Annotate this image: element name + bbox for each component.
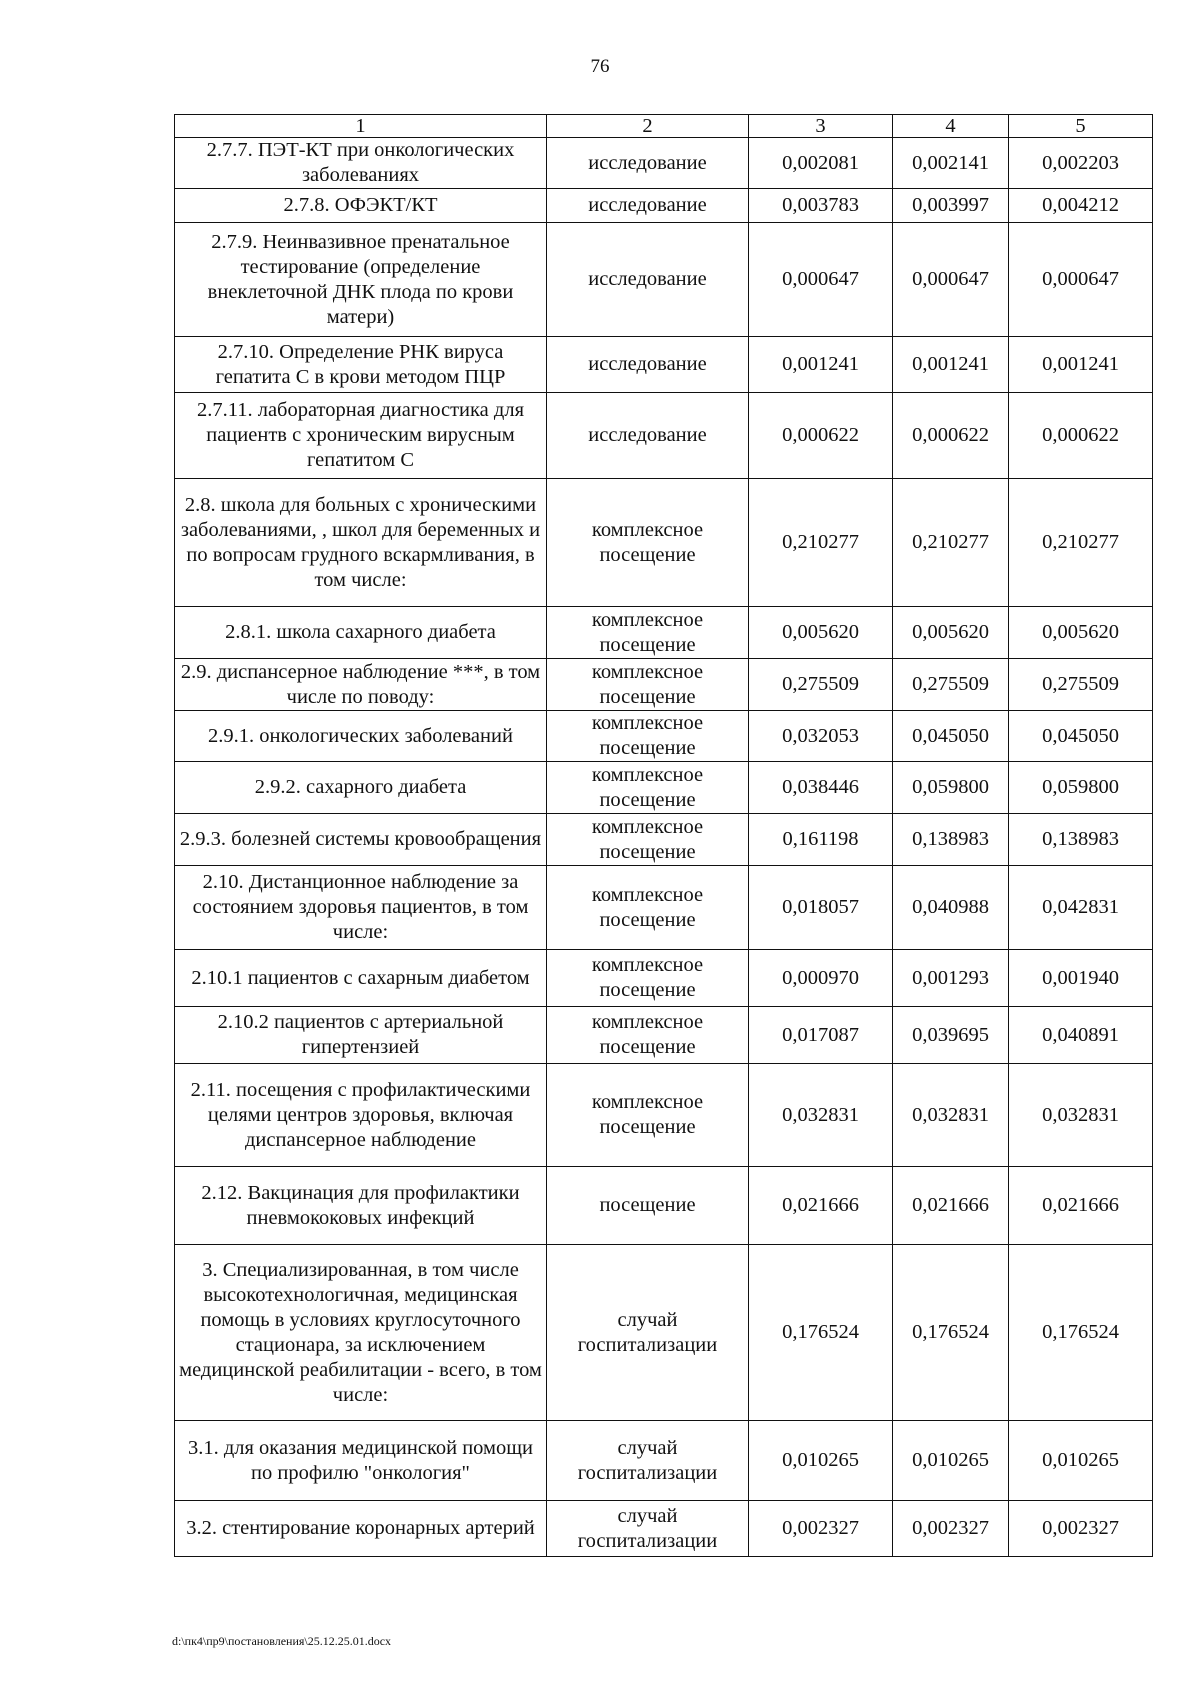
value-cell-col5: 0,021666: [1009, 1167, 1153, 1245]
table-row: [175, 1167, 1153, 1245]
column-header: 3: [749, 115, 893, 138]
value-cell-col5: 0,010265: [1009, 1421, 1153, 1501]
row-name-cell: 2.9.3. болезней системы кровообращения: [175, 814, 547, 866]
row-name-cell: 3.1. для оказания медицинской помощи по профилю "онкология": [175, 1421, 547, 1501]
unit-cell: комплексное посещение: [547, 659, 749, 711]
unit-cell: посещение: [547, 1167, 749, 1245]
table-row: [175, 814, 1153, 866]
table-row: [175, 607, 1153, 659]
value-cell-col3: 0,021666: [749, 1167, 893, 1245]
unit-cell: комплексное посещение: [547, 950, 749, 1007]
row-name-cell: 2.9.2. сахарного диабета: [175, 762, 547, 814]
value-cell-col5: 0,210277: [1009, 479, 1153, 607]
value-cell-col3: 0,017087: [749, 1007, 893, 1064]
table-row: [175, 1007, 1153, 1064]
value-cell-col3: 0,038446: [749, 762, 893, 814]
unit-cell: комплексное посещение: [547, 1064, 749, 1167]
row-name-cell: 2.11. посещения с профилактическими целями центров здоровья, включая диспансерное наблюдение: [175, 1064, 547, 1167]
value-cell-col5: 0,032831: [1009, 1064, 1153, 1167]
value-cell-col5: 0,001241: [1009, 337, 1153, 393]
row-name-cell: 2.8. школа для больных с хроническими заболеваниями, , школ для беременных и по вопросам грудного вскармливания, в том числе:: [175, 479, 547, 607]
value-cell-col5: 0,000622: [1009, 393, 1153, 479]
data-table: [174, 114, 1153, 1557]
table-row: [175, 479, 1153, 607]
unit-cell: комплексное посещение: [547, 711, 749, 762]
value-cell-col4: 0,176524: [893, 1245, 1009, 1421]
value-cell-col3: 0,005620: [749, 607, 893, 659]
value-cell-col4: 0,001241: [893, 337, 1009, 393]
unit-cell: исследование: [547, 138, 749, 189]
value-cell-col4: 0,021666: [893, 1167, 1009, 1245]
row-name-cell: 2.7.7. ПЭТ-КТ при онкологических заболеваниях: [175, 138, 547, 189]
table-row: [175, 659, 1153, 711]
value-cell-col4: 0,210277: [893, 479, 1009, 607]
table-row: [175, 393, 1153, 479]
value-cell-col4: 0,045050: [893, 711, 1009, 762]
value-cell-col3: 0,002327: [749, 1501, 893, 1557]
unit-cell: случай госпитализации: [547, 1245, 749, 1421]
unit-cell: исследование: [547, 393, 749, 479]
value-cell-col3: 0,018057: [749, 866, 893, 950]
value-cell-col4: 0,000622: [893, 393, 1009, 479]
value-cell-col4: 0,039695: [893, 1007, 1009, 1064]
value-cell-col3: 0,000622: [749, 393, 893, 479]
row-name-cell: 3. Специализированная, в том числе высокотехнологичная, медицинская помощь в условиях круглосуточного стационара, за исключением медицинской реабилитации - всего, в том числе:: [175, 1245, 547, 1421]
table-row: [175, 1501, 1153, 1557]
row-name-cell: 2.7.8. ОФЭКТ/КТ: [175, 189, 547, 223]
unit-cell: комплексное посещение: [547, 607, 749, 659]
table-row: [175, 866, 1153, 950]
table-row: [175, 950, 1153, 1007]
table-row: [175, 1245, 1153, 1421]
table-row: [175, 337, 1153, 393]
table-row: [175, 189, 1153, 223]
unit-cell: исследование: [547, 337, 749, 393]
value-cell-col4: 0,001293: [893, 950, 1009, 1007]
value-cell-col5: 0,138983: [1009, 814, 1153, 866]
table-header-row: [175, 115, 1153, 138]
table-row: [175, 762, 1153, 814]
table-row: [175, 223, 1153, 337]
unit-cell: исследование: [547, 223, 749, 337]
row-name-cell: 2.8.1. школа сахарного диабета: [175, 607, 547, 659]
unit-cell: исследование: [547, 189, 749, 223]
row-name-cell: 2.7.9. Неинвазивное пренатальное тестирование (определение внеклеточной ДНК плода по крови матери): [175, 223, 547, 337]
table-row: [175, 1421, 1153, 1501]
value-cell-col3: 0,032053: [749, 711, 893, 762]
value-cell-col3: 0,010265: [749, 1421, 893, 1501]
value-cell-col5: 0,040891: [1009, 1007, 1153, 1064]
value-cell-col4: 0,002327: [893, 1501, 1009, 1557]
unit-cell: комплексное посещение: [547, 479, 749, 607]
value-cell-col4: 0,275509: [893, 659, 1009, 711]
unit-cell: комплексное посещение: [547, 1007, 749, 1064]
column-header: 1: [175, 115, 547, 138]
table-row: [175, 1064, 1153, 1167]
row-name-cell: 3.2. стентирование коронарных артерий: [175, 1501, 547, 1557]
row-name-cell: 2.10. Дистанционное наблюдение за состоянием здоровья пациентов, в том числе:: [175, 866, 547, 950]
value-cell-col5: 0,002203: [1009, 138, 1153, 189]
unit-cell: случай госпитализации: [547, 1421, 749, 1501]
value-cell-col3: 0,000970: [749, 950, 893, 1007]
value-cell-col3: 0,176524: [749, 1245, 893, 1421]
value-cell-col3: 0,161198: [749, 814, 893, 866]
row-name-cell: 2.9. диспансерное наблюдение ***, в том числе по поводу:: [175, 659, 547, 711]
row-name-cell: 2.12. Вакцинация для профилактики пневмококовых инфекций: [175, 1167, 547, 1245]
value-cell-col5: 0,005620: [1009, 607, 1153, 659]
unit-cell: комплексное посещение: [547, 814, 749, 866]
value-cell-col5: 0,059800: [1009, 762, 1153, 814]
value-cell-col3: 0,001241: [749, 337, 893, 393]
value-cell-col3: 0,210277: [749, 479, 893, 607]
table-row: [175, 138, 1153, 189]
file-path-footer: d:\пк4\пр9\постановления\25.12.25.01.docx: [172, 1634, 392, 1648]
value-cell-col3: 0,032831: [749, 1064, 893, 1167]
row-name-cell: 2.10.1 пациентов с сахарным диабетом: [175, 950, 547, 1007]
column-header: 5: [1009, 115, 1153, 138]
value-cell-col5: 0,000647: [1009, 223, 1153, 337]
value-cell-col5: 0,275509: [1009, 659, 1153, 711]
value-cell-col5: 0,045050: [1009, 711, 1153, 762]
column-header: 4: [893, 115, 1009, 138]
value-cell-col3: 0,002081: [749, 138, 893, 189]
value-cell-col5: 0,176524: [1009, 1245, 1153, 1421]
value-cell-col4: 0,000647: [893, 223, 1009, 337]
value-cell-col4: 0,003997: [893, 189, 1009, 223]
value-cell-col4: 0,059800: [893, 762, 1009, 814]
value-cell-col4: 0,005620: [893, 607, 1009, 659]
unit-cell: комплексное посещение: [547, 762, 749, 814]
value-cell-col3: 0,000647: [749, 223, 893, 337]
page-number: 76: [590, 56, 610, 77]
value-cell-col5: 0,002327: [1009, 1501, 1153, 1557]
value-cell-col4: 0,040988: [893, 866, 1009, 950]
unit-cell: случай госпитализации: [547, 1501, 749, 1557]
value-cell-col4: 0,002141: [893, 138, 1009, 189]
value-cell-col5: 0,004212: [1009, 189, 1153, 223]
value-cell-col3: 0,003783: [749, 189, 893, 223]
unit-cell: комплексное посещение: [547, 866, 749, 950]
value-cell-col4: 0,138983: [893, 814, 1009, 866]
row-name-cell: 2.9.1. онкологических заболеваний: [175, 711, 547, 762]
row-name-cell: 2.7.11. лабораторная диагностика для пациентв с хроническим вирусным гепатитом С: [175, 393, 547, 479]
value-cell-col3: 0,275509: [749, 659, 893, 711]
value-cell-col4: 0,010265: [893, 1421, 1009, 1501]
table-row: [175, 711, 1153, 762]
row-name-cell: 2.10.2 пациентов с артериальной гипертензией: [175, 1007, 547, 1064]
value-cell-col4: 0,032831: [893, 1064, 1009, 1167]
value-cell-col5: 0,001940: [1009, 950, 1153, 1007]
row-name-cell: 2.7.10. Определение РНК вируса гепатита С в крови методом ПЦР: [175, 337, 547, 393]
value-cell-col5: 0,042831: [1009, 866, 1153, 950]
column-header: 2: [547, 115, 749, 138]
